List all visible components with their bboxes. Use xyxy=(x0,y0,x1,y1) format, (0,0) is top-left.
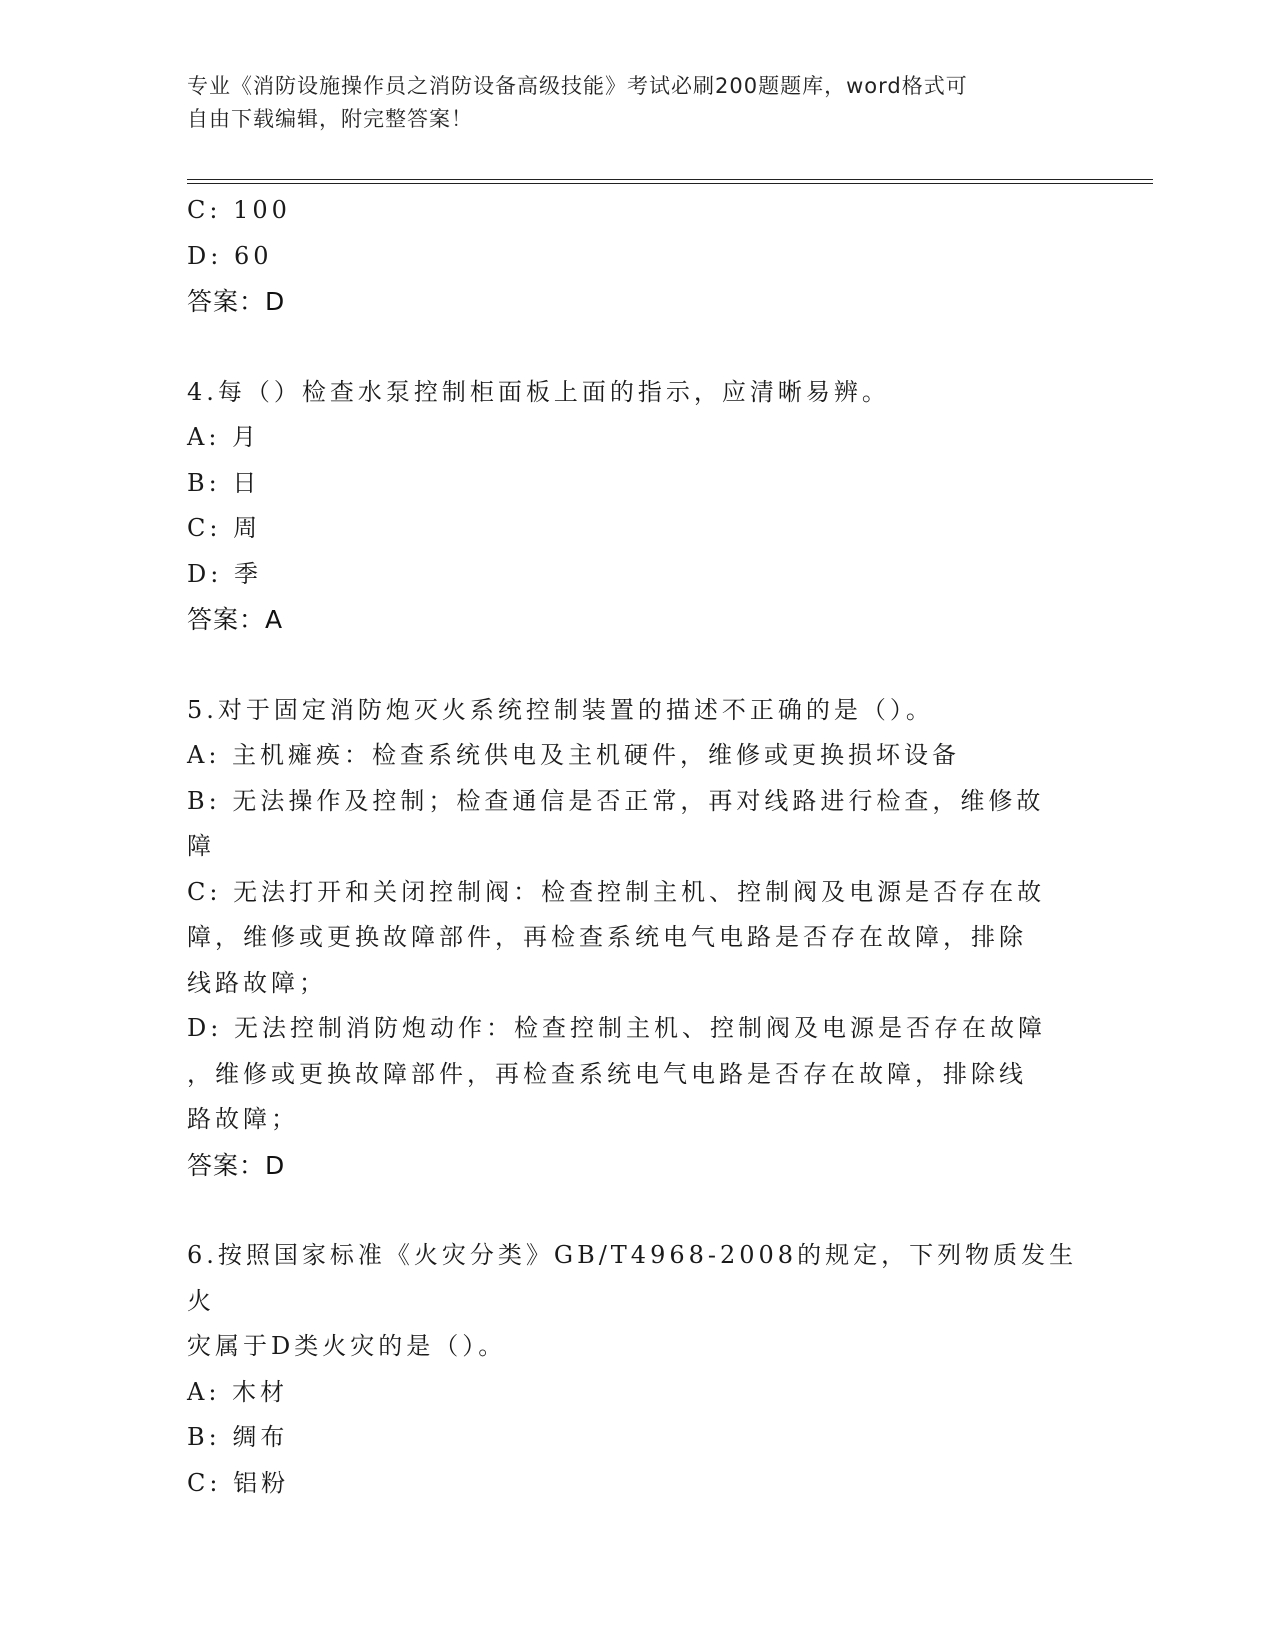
page-header xyxy=(187,70,1067,136)
option-d: D: 季 xyxy=(187,559,262,588)
question-content xyxy=(187,188,1087,1506)
header-rule-top xyxy=(187,179,1153,180)
option-c: C: 周 xyxy=(187,514,262,542)
option-d-line-3: 路故障； xyxy=(187,1105,299,1133)
option-c: C: 100 xyxy=(187,196,291,224)
option-b: B: 绸布 xyxy=(187,1423,289,1451)
spacer xyxy=(187,325,1087,370)
option-c-line-2: 障，维修或更换故障部件，再检查系统电气电路是否存在故障，排除 xyxy=(187,923,1027,951)
option-d-line-2: ，维修或更换故障部件，再检查系统电气电路是否存在故障，排除线 xyxy=(187,1059,1027,1088)
spacer xyxy=(187,643,1087,688)
header-line-1: 专业《消防设施操作员之消防设备高级技能》考试必刷200题题库，word格式可 xyxy=(187,74,968,98)
question-4 xyxy=(187,370,1087,643)
question-6 xyxy=(187,1233,1087,1506)
question-5 xyxy=(187,688,1087,1189)
option-b: B: 日 xyxy=(187,468,261,497)
question-text: 4.每（）检查水泵控制柜面板上面的指示，应清晰易辨。 xyxy=(187,377,890,406)
spacer xyxy=(187,1188,1087,1233)
answer-label: 答案：D xyxy=(187,287,286,316)
option-a: A: 木材 xyxy=(187,1377,289,1406)
option-a: A: 月 xyxy=(187,423,261,451)
question-text-line-2: 灾属于D类火灾的是（）。 xyxy=(187,1332,507,1360)
question-3-tail xyxy=(187,188,1087,325)
question-text: 5.对于固定消防炮灭火系统控制装置的描述不正确的是（）。 xyxy=(187,695,934,724)
header-rule-bottom xyxy=(187,183,1153,184)
option-c: C: 铝粉 xyxy=(187,1468,290,1497)
option-d-line-1: D: 无法控制消防炮动作：检查控制主机、控制阀及电源是否存在故障 xyxy=(187,1014,1046,1042)
option-c-line-1: C: 无法打开和关闭控制阀：检查控制主机、控制阀及电源是否存在故 xyxy=(187,877,1046,906)
option-b-line-1: B: 无法操作及控制；检查通信是否正常，再对线路进行检查，维修故 xyxy=(187,786,1045,815)
option-c-line-3: 线路故障； xyxy=(187,968,327,997)
answer-label: 答案：A xyxy=(187,605,284,634)
option-b-line-2: 障 xyxy=(187,832,215,860)
answer-label: 答案：D xyxy=(187,1150,286,1180)
header-line-2: 自由下载编辑，附完整答案！ xyxy=(187,107,473,131)
question-text-line-1: 6.按照国家标准《火灾分类》GB/T4968-2008的规定，下列物质发生火 xyxy=(187,1241,1078,1315)
option-d: D: 60 xyxy=(187,241,273,270)
option-a: A: 主机瘫痪：检查系统供电及主机硬件，维修或更换损坏设备 xyxy=(187,741,961,769)
